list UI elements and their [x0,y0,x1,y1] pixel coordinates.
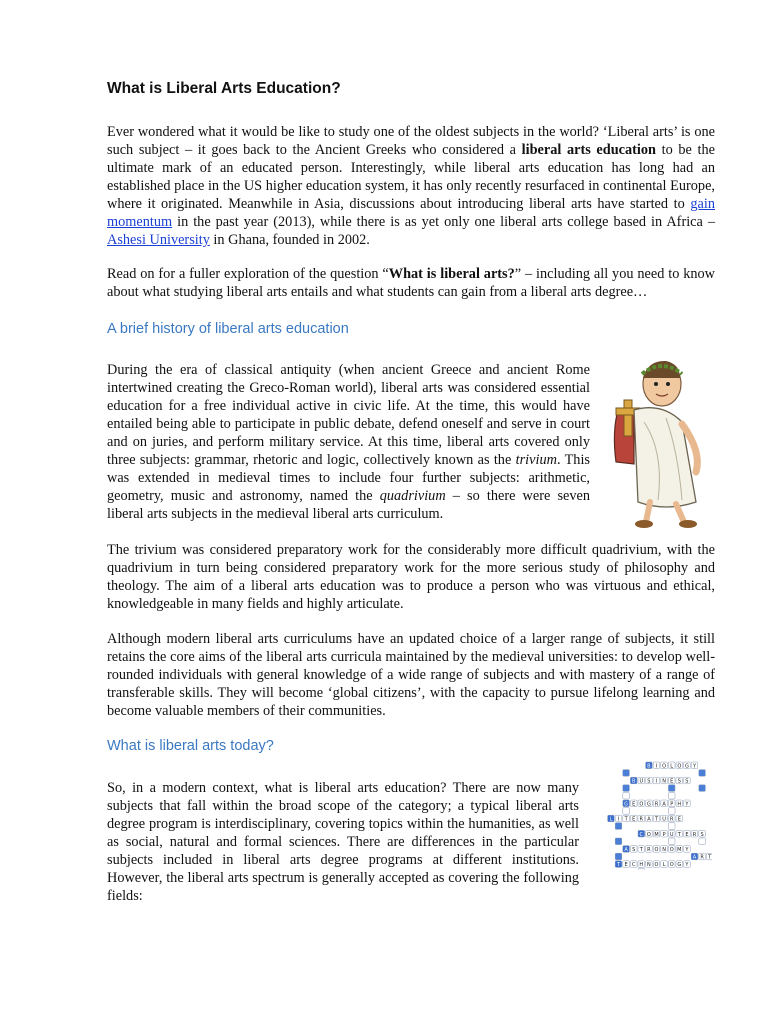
svg-text:L: L [670,763,674,770]
svg-text:L: L [662,862,666,869]
svg-text:N: N [662,847,666,853]
svg-text:G: G [684,763,689,770]
svg-text:C: C [631,862,636,869]
svg-text:H: H [677,801,682,808]
svg-text:O: O [677,763,682,770]
svg-text:T: T [616,862,621,869]
svg-text:I: I [655,778,658,785]
svg-text:Y: Y [685,801,689,808]
history-paragraph-2: The trivium was considered preparatory work for the considerably more difficult quadrivium, with the quadrivium in turn being considered preparatory work for the more serious study of philosophy and theology. The aim of a liberal arts education was to produce a person who was virtuous and ethical, knowledgeable in many fields and highly articulate. [107,542,715,612]
svg-text:Y: Y [685,847,689,853]
svg-text:N: N [647,862,651,869]
today-paragraph-1: So, in a modern context, what is liberal arts education? There are now many subjects that fall within the broad scope of the category; a typical liberal arts degree program is interdisciplinary, covering topics within the humanities, as well as social, natural and formal sciences. There are differences in the particular subjects included in liberal arts degree programs at different institutions. However, the liberal arts spectrum is generally accepted as covering the following fields: [107,780,579,904]
subjects-crossword-illustration [598,760,712,870]
svg-text:B: B [631,778,636,785]
history-paragraph-3: Although modern liberal arts curriculums have an updated choice of a larger range of subjects, it still retains the core aims of the liberal arts curricula maintained by the medieval universities: to develop well-rounded individuals with general knowledge of a wide range of subjects and with mastery of a range of transferable skills. They will become ‘global citizens’, with the capacity to pursue lifelong learning and become valuable members of their communities. [107,631,715,719]
svg-text:E: E [632,816,636,823]
read-on-paragraph: Read on for a fuller exploration of the question “What is liberal arts?” – including all you need to know about what studying liberal arts entails and what students can gain from a liberal arts degree… [107,266,715,300]
svg-text:A: A [692,854,697,861]
svg-text:G: G [677,862,682,869]
svg-text:E: E [624,862,628,869]
history-heading: A brief history of liberal arts education [107,321,349,337]
ashesi-university-link[interactable]: Ashesi University [107,232,210,248]
svg-text:P: P [670,801,674,808]
svg-text:E: E [670,778,674,785]
crossword-tiles [608,762,712,870]
svg-text:B: B [647,763,651,770]
svg-text:O: O [654,847,659,853]
svg-text:R: R [669,816,674,823]
svg-text:I: I [617,816,620,823]
svg-text:S: S [685,778,689,785]
bold-term: liberal arts education [521,142,657,158]
svg-text:A: A [647,816,651,823]
svg-text:S: S [647,778,651,785]
svg-text:M: M [677,847,682,853]
svg-text:Y: Y [685,862,689,869]
svg-text:L: L [609,816,613,823]
svg-text:M: M [654,831,659,838]
svg-text:S: S [677,778,681,785]
svg-text:R: R [700,854,704,861]
svg-text:G: G [646,801,651,808]
svg-text:R: R [647,847,651,853]
svg-text:R: R [654,801,659,808]
svg-text:O: O [654,862,659,869]
svg-text:T: T [639,847,643,853]
gain-momentum-link[interactable]: gain momentum [107,196,715,230]
bold-question: What is liberal arts? [388,266,515,282]
svg-text:S: S [700,831,704,838]
svg-text:O: O [662,763,667,770]
svg-text:I: I [655,763,658,770]
svg-text:O: O [669,847,674,853]
svg-text:T: T [677,831,681,838]
svg-text:O: O [646,831,651,838]
svg-text:E: E [677,816,681,823]
history-paragraph-1: During the era of classical antiquity (when ancient Greece and ancient Rome intertwined creating the Greco-Roman world), liberal arts was considered essential education for a free individual active in civic life. At the time, this would have entailed being able to participate in public debate, defend oneself and serve in court and on juries, and perform military service. At this time, liberal arts covered only three subjects: grammar, rhetoric and logic, collectively known as the trivium. This was extended in medieval times to include four further subjects: arithmetic, geometry, music and astronomy, named the quadrivium – so there were seven liberal arts subjects in the medieval liberal arts curriculum. [107,362,590,522]
roman-figure-illustration [604,352,714,530]
today-heading: What is liberal arts today? [107,738,274,754]
svg-text:U: U [662,816,666,823]
svg-text:H: H [639,862,644,869]
svg-text:T: T [624,816,628,823]
svg-text:E: E [632,801,636,808]
svg-text:U: U [639,778,644,785]
svg-text:A: A [662,801,666,808]
svg-text:S: S [632,847,636,853]
svg-text:O: O [639,801,644,808]
svg-text:U: U [669,831,674,838]
svg-text:G: G [624,801,629,808]
svg-text:N: N [662,778,666,785]
svg-text:Y: Y [692,763,697,770]
svg-text:T: T [708,854,712,861]
svg-text:R: R [639,816,644,823]
intro-paragraph: Ever wondered what it would be like to study one of the oldest subjects in the world? ‘Liberal arts’ is one such subject – it goes back to the Ancient Greeks who considered a liberal arts education to be the ultimate mark of an educated person. Interestingly, while liberal arts education has long had an established place in the US higher education system, it has only recently resurfaced in continental Europe, where it originated. Meanwhile in Asia, discussions about introducing liberal arts have started to gain momentum in the past year (2013), while there is as yet only one liberal arts college based in Africa – Ashesi University in Ghana, founded in 2002. [107,124,715,248]
svg-text:E: E [685,831,689,838]
svg-text:O: O [669,862,674,869]
svg-text:A: A [624,847,628,853]
svg-text:R: R [692,831,697,838]
svg-text:P: P [662,831,666,838]
svg-text:T: T [654,816,659,823]
svg-text:C: C [639,831,644,838]
page-title: What is Liberal Arts Education? [107,80,341,97]
